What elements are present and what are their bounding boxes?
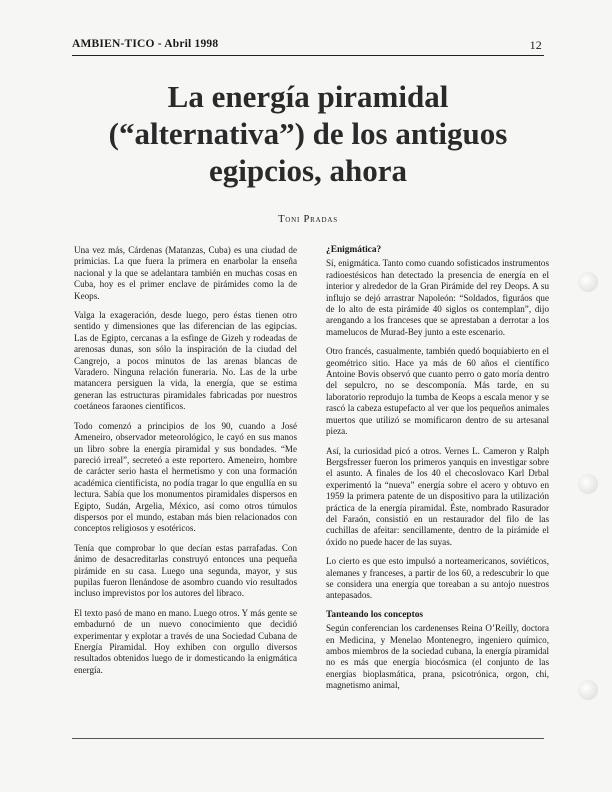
paragraph: Lo cierto es que esto impulsó a norteamericanos, soviéticos, alemanes y franceses, a partir de los 60, a redescubrir lo que se considera una energía que toreaban a su antojo nuestros antepasados. (326, 556, 549, 601)
paragraph: Según conferencian los cardenenses Reina O’Reilly, doctora en Medicina, y Menelao Montenegro, ingeniero químico, ambos miembros de la sociedad cubana, la energía piramidal no es más que energía biocósmica (el conjunto de las energías bioplasmática, prana, psicotrónica, orgon, chi, magnetismo animal, (326, 623, 549, 691)
article-title (72, 78, 544, 189)
punch-hole (578, 272, 598, 292)
punch-hole (578, 474, 598, 494)
paragraph: Tenía que comprobar lo que decían estas parrafadas. Con ánimo de desacreditarlas construyó entonces una pequeña pirámide en su casa. Luego una segunda, mayor, y sus pupilas fueron llenándose de asombro cuando vio resultados incluso imprevistos por los autores del libraco. (74, 542, 297, 599)
footer-rule (72, 738, 544, 739)
paragraph: Valga la exageración, desde luego, pero éstas tienen otro sentido y dimensiones que las diferencian de las egipcias. Las de Egipto, cercanas a la esfinge de Gizeh y rodeadas de arenosas dunas, son sólo la inspiración de la ciudad del Cangrejo, a pocos minutos de las arenas blancas de Varadero. Ninguna relación funeraria. No. Las de la urbe matancera persiguen la vida, la energía, que se estima generan las estructuras piramidales fabricadas por nuestros coetáneos faraones científicos. (74, 310, 297, 412)
paragraph: Una vez más, Cárdenas (Matanzas, Cuba) es una ciudad de primicias. La que fuera la primera en enarbolar la enseña nacional y la que se adelantara también en muchas cosas en Cuba, hoy es el primer enclave de pirámides como la de Keops. (74, 245, 297, 301)
paragraph: Así, la curiosidad picó a otros. Vernes L. Cameron y Ralph Bergsfresser fueron los primeros yanquis en investigar sobre el asunto. A finales de los 40 el checoslovaco Karl Drbal experimentó la “nueva” energía sobre el acero y obtuvo en 1959 la primera patente de un dispositivo para la utilización práctica de la energía piramidal. Éste, nombrado Rasurador del Faraón, consistió en un restaurador del filo de las cuchillas de afeitar: sencillamente, dentro de la pirámide el óxido no puede hacer de las suyas. (326, 445, 549, 547)
paragraph: Otro francés, casualmente, también quedó boquiabierto en el geométrico sitio. Hace ya más de 60 años el científico Antoine Bovis observó que cuanto perro o gato moría dentro del sepulcro, no se descomponía. Más tarde, en su laboratorio reprodujo la tumba de Keops a escala menor y se rascó la cabeza estupefacto al ver que los pequeños animales muertos que utilizó se momificaron dentro de su artesanal pieza. (326, 346, 549, 437)
page-number: 12 (529, 38, 542, 52)
right-column (326, 245, 549, 700)
paragraph: Sí, enigmática. Tanto como cuando sofisticados instrumentos radioestésicos han detectado la presencia de energía en el interior y alrededor de la Gran Pirámide del rey Deops. A su influjo se dejó arrastrar Napoleón: “Soldados, figuráos que de lo alto de esta pirámide 40 siglos os contemplan”, dijo arengando a los franceses que se aprestaban a derrotar a los mamelucos de Murad-Bey junto a este escenario. (326, 258, 549, 337)
header-rule (72, 55, 544, 56)
left-column (74, 245, 297, 684)
title-line-3: egipcios, ahora (208, 153, 408, 188)
section-heading: ¿Enigmática? (326, 245, 382, 255)
title-line-2: (“alternativa”) de los antiguos (108, 116, 508, 151)
running-header (72, 38, 542, 50)
section-heading: Tanteando los conceptos (326, 609, 424, 620)
title-line-1: La energía piramidal (167, 79, 449, 114)
byline: Toni Pradas (278, 214, 338, 225)
punch-hole (578, 680, 598, 700)
publication-name: AMBIEN-TICO - Abril 1998 (72, 38, 219, 50)
paragraph: Todo comenzó a principios de los 90, cuando a José Ameneiro, observador meteorológico, le cayó en sus manos un libro sobre la energía piramidal y sus bondades. “Me pareció irreal”, secreteó a este reportero. Ameneiro, hombre de carácter serio hasta el hermetismo y con una formación académica cientificista, no podía tragar lo que engullía en su lectura. Sabía que los monumentos piramidales dispersos en Egipto, Sudán, Argelia, México, así como otros túmulos dispersos por el mundo, estaban más bien relacionados con conceptos religiosos y esotéricos. (74, 420, 297, 534)
paragraph: El texto pasó de mano en mano. Luego otros. Y más gente se embadurnó de un nuevo conocimiento que decidió experimentar y explotar a través de una Sociedad Cubana de Energía Piramidal. Hoy exhiben con orgullo diversos resultados obtenidos luego de ir domesticando la enigmática energía. (74, 607, 297, 675)
